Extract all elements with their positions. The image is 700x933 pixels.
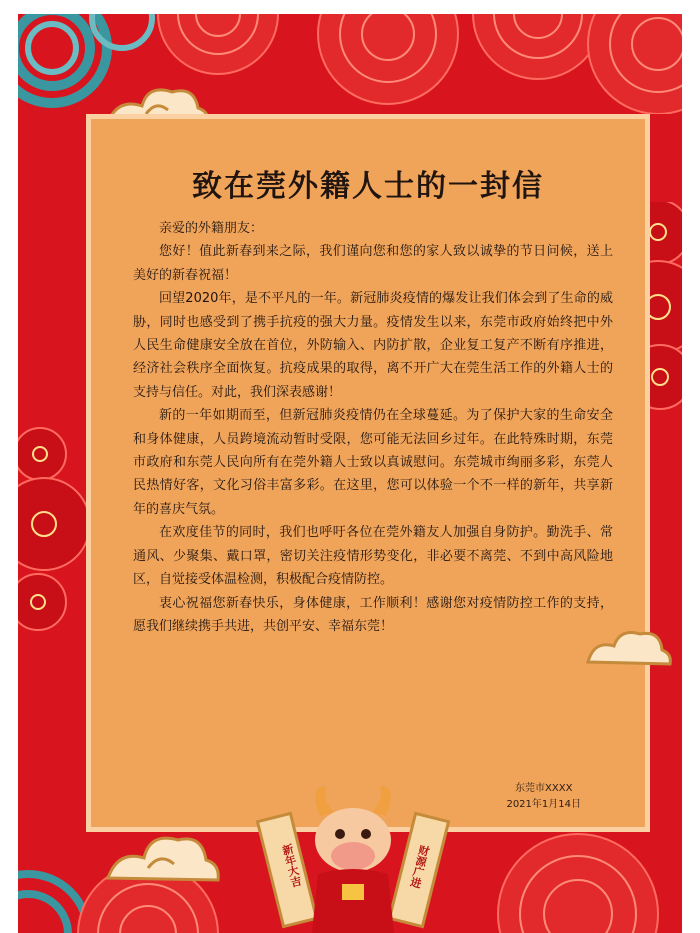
letter-paragraph: 您好！值此新春到来之际，我们谨向您和您的家人致以诚挚的节日问候，送上美好的新春祝福！ xyxy=(133,244,613,283)
auspicious-cloud-right xyxy=(580,624,676,676)
signature-block xyxy=(506,781,581,813)
letter-body xyxy=(133,217,613,638)
letter-salutation: 亲爱的外籍朋友： xyxy=(159,221,264,236)
red-swirl-circles-top xyxy=(138,14,682,114)
letter-paragraph: 衷心祝福您新春快乐，身体健康，工作顺利！感谢您对疫情防控工作的支持，愿我们继续携手共进，共创平安、幸福东莞！ xyxy=(133,595,613,634)
red-frame xyxy=(18,14,682,933)
letter-paragraph: 新的一年如期而至，但新冠肺炎疫情仍在全球蔓延。为了保护大家的生命安全和身体健康，人员跨境流动暂时受限，您可能无法回乡过年。在此特殊时期，东莞市政府和东莞人民向所有在莞外籍人士致以真诚慰问。东莞城市绚丽多彩，东莞人民热情好客，文化习俗丰富多彩。在这里，您可以体验一个不一样的新年，共享新年的喜庆气氛。 xyxy=(133,408,613,517)
letter-title: 致在莞外籍人士的一封信 xyxy=(192,169,544,204)
right-banner-text: 财源广进 xyxy=(407,843,432,890)
signature: 东莞市XXXX xyxy=(515,783,573,794)
letter-panel xyxy=(86,114,650,832)
letter-paragraph: 回望2020年，是不平凡的一年。新冠肺炎疫情的爆发让我们体会到了生命的威胁，同时也感受到了携手抗疫的强大力量。疫情发生以来，东莞市政府始终把中外人民生命健康安全放在首位，外防输入、内防扩散，企业复工复产不断有序推进，经济社会秩序全面恢复。抗疫成果的取得，离不开广大在莞生活工作的外籍人士的支持与信任。对此，我们深表感谢！ xyxy=(133,291,613,400)
letter-paragraph: 在欢度佳节的同时，我们也呼吁各位在莞外籍友人加强自身防护。勤洗手、常通风、少聚集、戴口罩，密切关注疫情形势变化，非必要不离莞、不到中高风险地区，自觉接受体温检测，积极配合疫情防控。 xyxy=(133,525,613,588)
auspicious-cloud-bottom-left xyxy=(98,822,228,892)
signature-date: 2021年1月14日 xyxy=(506,799,581,810)
left-banner-text: 新年大吉 xyxy=(279,842,304,889)
